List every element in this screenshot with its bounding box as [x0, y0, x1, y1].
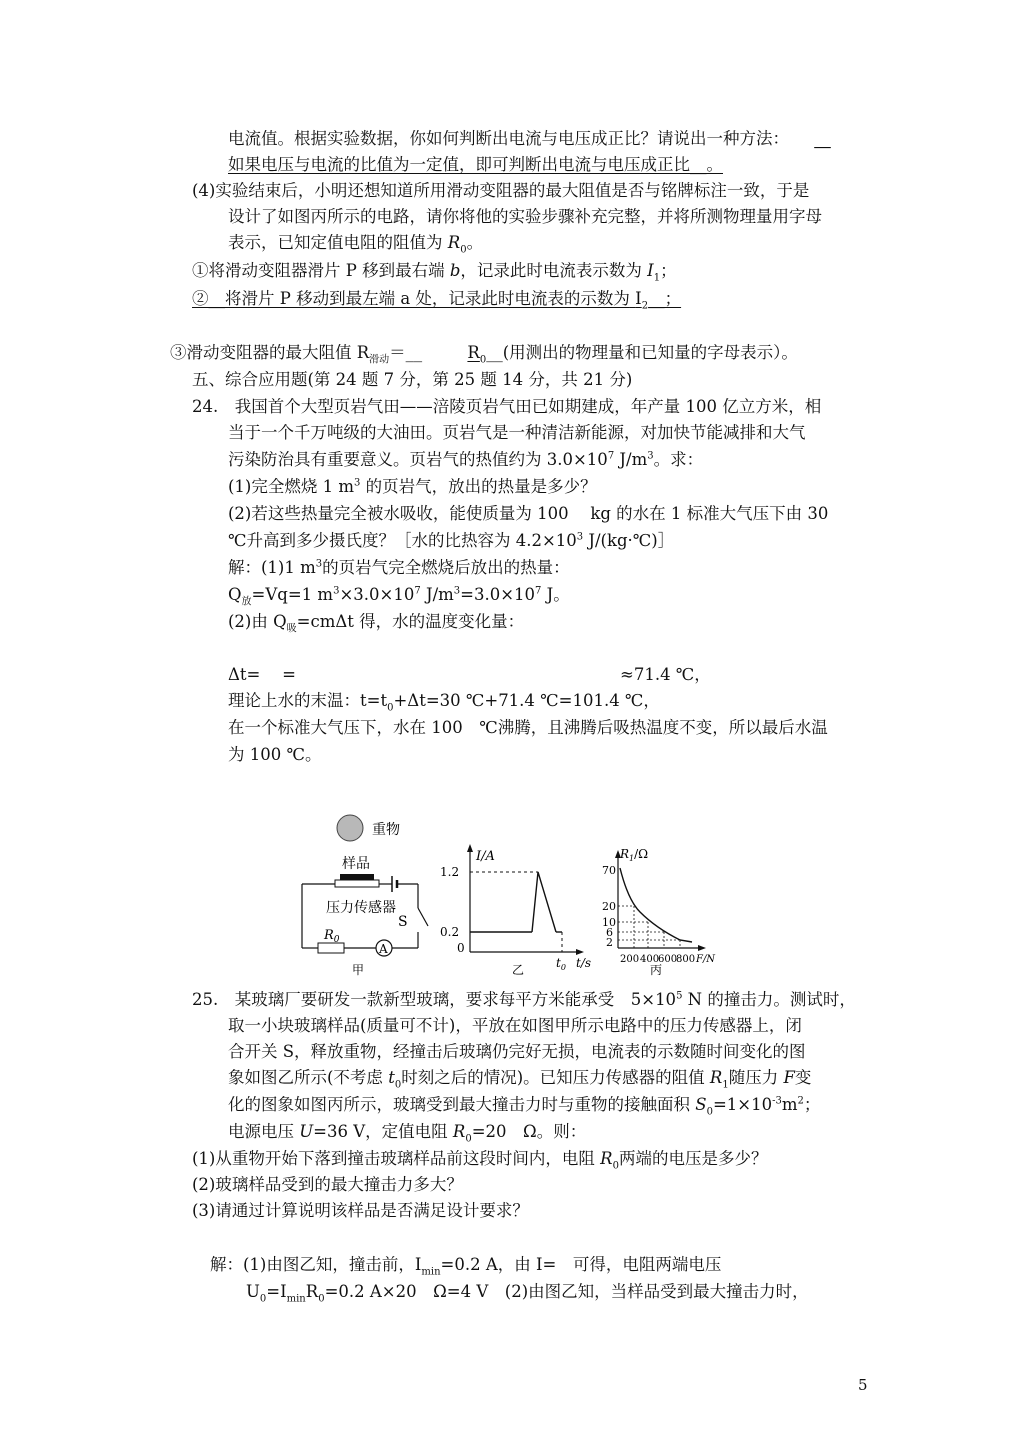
q24-solution4-result: ≈71.4 ℃， — [620, 665, 711, 684]
q25-part3: (3)请通过计算说明该样品是否满足设计要求？ — [192, 1201, 529, 1220]
yi-x-label: t/s — [576, 956, 592, 970]
q23-part4-line2: 设计了如图丙所示的电路，请你将他的实验步骤补充完整，并将所测物理量用字母 — [228, 207, 822, 226]
bing-x-label: F/N — [696, 954, 716, 965]
q25-line1: 25. 某玻璃厂要研发一款新型玻璃，要求每平方米能承受 $5\times 10^5$ N 的撞击力。测试时， — [192, 990, 856, 1009]
q24-solution1: 解：(1)1 $m^3$的页岩气完全燃烧后放出的热量： — [228, 558, 570, 577]
bing-y-tick-70: 70 — [602, 864, 616, 877]
q25-part2: (2)玻璃样品受到的最大撞击力多大？ — [192, 1175, 463, 1194]
label-jia: 甲 — [352, 963, 365, 977]
switch-s — [418, 908, 428, 926]
yi-tick-1.2: 1.2 — [440, 865, 460, 879]
bing-x-tick-400: 400 — [640, 954, 660, 965]
bing-y-label: $R_1/\Omega$ — [620, 847, 649, 863]
q25-line6: 电源电压 U=36 V，定值电阻 $R_0=20$ Ω。则： — [228, 1122, 587, 1145]
pressure-sensor — [335, 880, 379, 887]
q24-solution4: Δt= = — [228, 665, 296, 684]
bing-x-tick-800: 800 — [676, 954, 696, 965]
q25-solution1: 解：(1)由图乙知，撞击前，$I_{min}=0.2$ A，由 I= 可得，电阻两端电压 — [210, 1255, 722, 1278]
q23-answer-line: 如果电压与电流的比值为一定值，即可判断出电流与电压成正比__。 — [228, 155, 723, 174]
section-heading: 五、综合应用题(第 24 题 7 分，第 25 题 14 分，共 21 分) — [192, 370, 633, 389]
chart-yi — [440, 844, 591, 977]
page-number: 5 — [858, 1376, 868, 1394]
bing-y-tick-6: 6 — [606, 926, 613, 939]
q24-line2: 当于一个千万吨级的大油田。页岩气是一种清洁新能源，对加快节能减排和大气 — [228, 423, 806, 442]
yi-tick-0.2: 0.2 — [440, 925, 460, 939]
switch-label: S — [398, 914, 408, 930]
label-bing: 丙 — [650, 963, 663, 977]
q24-solution2: $Q_放=Vq=1$ $m^3\times 3.0\times 10^7$ $J/m^3=3.0\times 10^7$ J。 — [228, 585, 570, 608]
yi-t0: $t_0$ — [556, 956, 566, 972]
yi-zero: 0 — [457, 941, 465, 955]
q25-line5: 化的图象如图丙所示，玻璃受到最大撞击力时与重物的接触面积 $S_0=1\times 10^{-3}m^2$； — [228, 1095, 821, 1118]
chart-bing — [602, 847, 716, 977]
q23-step3: ③滑动变阻器的最大阻值 $R_{滑动}=\_\_$ $R_0\_\_$(用测出的物理量和已知量的字母表示）。 — [170, 343, 798, 366]
bing-y-tick-20: 20 — [602, 900, 616, 913]
q23-step1: ①将滑动变阻器滑片 P 移到最右端 b，记录此时电流表示数为 $I_1$； — [192, 261, 677, 284]
yi-spike — [532, 872, 556, 932]
label-yi: 乙 — [512, 963, 525, 977]
q23-line1: 电流值。根据实验数据，你如何判断出电流与电压成正比？请说出一种方法： __ — [228, 129, 831, 148]
circuit-diagram-jia — [302, 815, 428, 977]
q25-solution2: $U_0=I_{min}R_0=0.2$ A×20 Ω=4 V (2)由图乙知，当样品受到最大撞击力时， — [246, 1282, 809, 1305]
q25-line4: 象如图乙所示(不考虑 $t_0$时刻之后的情况)。已知压力传感器的阻值 $R_1$随压力 F变 — [228, 1068, 812, 1091]
bing-curve — [620, 868, 692, 942]
q24-solution6: 在一个标准大气压下，水在 100 ℃沸腾，且沸腾后吸热温度不变，所以最后水温 — [228, 718, 828, 737]
q23-step2: ②__将滑片 P 移动到最左端 a 处，记录此时电流表的示数为 $I_2\_\_$； — [192, 289, 682, 312]
q24-part2-line1: (2)若这些热量完全被水吸收，能使质量为 100 kg 的水在 1 标准大气压下由 30 — [228, 504, 829, 523]
q23-part4-line3: 表示，已知定值电阻的阻值为 $R_0$。 — [228, 233, 484, 256]
q24-solution3: (2)由 $Q_吸=cm\Delta t$ 得，水的温度变化量： — [228, 612, 525, 635]
yi-y-label: I/A — [476, 849, 495, 864]
q25-line2: 取一小块玻璃样品(质量可不计)，平放在如图甲所示电路中的压力传感器上，闭 — [228, 1016, 802, 1035]
q24-solution5: 理论上水的末温：$t=t_0+\Delta t=30$ ℃+71.4 ℃=101.4 ℃， — [228, 691, 660, 714]
q24-part1: (1)完全燃烧 1 $m^3$ 的页岩气，放出的热量是多少？ — [228, 477, 597, 496]
bing-x-tick-200: 200 — [620, 954, 640, 965]
q24-line3: 污染防治具有重要意义。页岩气的热值约为 $3.0\times 10^7$ $J/m^3$。求： — [228, 450, 704, 469]
sample-block — [340, 874, 374, 880]
weight-ball — [337, 815, 363, 841]
bing-x-tick-600: 600 — [658, 954, 678, 965]
q25-figure — [290, 808, 770, 978]
bing-y-tick-10: 10 — [602, 916, 616, 929]
q24-part2-line2: ℃升高到多少摄氏度？［水的比热容为 $4.2\times 10^3$ J/(kg·℃)］ — [228, 531, 675, 550]
q25-line3: 合开关 S，释放重物，经撞击后玻璃仍完好无损，电流表的示数随时间变化的图 — [228, 1042, 806, 1061]
resistor-r0 — [318, 943, 344, 953]
q25-part1: (1)从重物开始下落到撞击玻璃样品前这段时间内，电阻 $R_0$两端的电压是多少？ — [192, 1149, 768, 1172]
bing-y-tick-2: 2 — [606, 936, 613, 949]
q24-line1: 24. 我国首个大型页岩气田——涪陵页岩气田已如期建成，年产量 100 亿立方米，相 — [192, 397, 822, 416]
sample-label: 样品 — [342, 856, 370, 872]
ammeter-label: A — [379, 942, 388, 956]
q23-part4-line1: (4)实验结束后，小明还想知道所用滑动变阻器的最大阻值是否与铭牌标注一致，于是 — [192, 181, 810, 200]
weight-label: 重物 — [372, 822, 400, 838]
sensor-label: 压力传感器 — [326, 900, 396, 916]
r0-label: $R_0$ — [324, 928, 340, 945]
q24-solution7: 为 100 ℃。 — [228, 745, 322, 764]
